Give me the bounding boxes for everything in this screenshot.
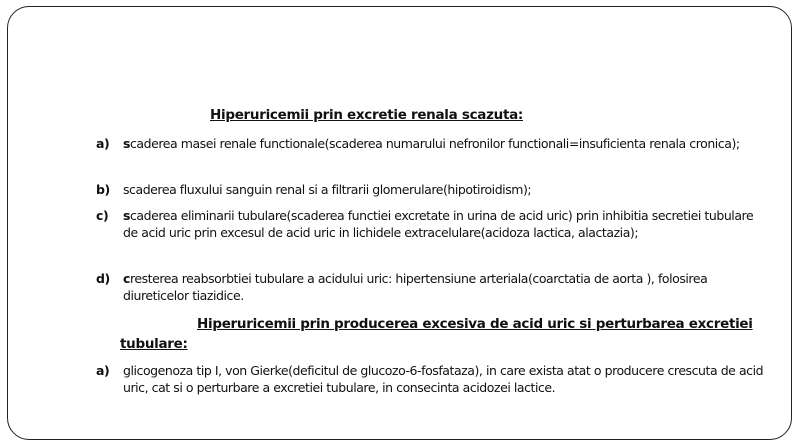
list-item-a-section2 [96,362,766,396]
list-item-b [96,181,766,198]
list-item-c [96,207,766,241]
list-item-lead-letter: s [123,208,130,223]
list-marker: a) [96,363,110,378]
list-item-text [123,135,766,152]
list-item-body: caderea eliminarii tubulare(scaderea functiei excretate in urina de acid uric) prin inhibitia secretiei tubulare de acid uric prin excesul de acid uric in lichidele extracelulare(acidoza lactica, alactazia); [123,208,754,240]
list-item-a [96,135,766,152]
list-item-d [96,270,766,304]
list-marker: d) [96,271,110,286]
list-item-body: scaderea fluxului sanguin renal si a filtrarii glomerulare(hipotiroidism); [123,182,532,197]
list-item-body: glicogenoza tip I, von Gierke(deficitul de glucozo-6-fosfataza), in care exista atat o producere crescuta de acid uric, cat si o perturbare a excretiei tubulare, in consecinta acidozei lactice. [123,363,764,395]
list-item-text [123,270,766,304]
section-heading-excess-production: Hiperuricemii prin producerea excesiva de acid uric si perturbarea excretiei [197,316,753,332]
list-item-lead-letter: c [123,271,130,286]
list-marker: b) [96,182,110,197]
list-marker: a) [96,136,110,151]
list-item-text [123,207,766,241]
section-heading-renal-excretion: Hiperuricemii prin excretie renala scazuta: [210,107,524,123]
list-item-body: caderea masei renale functionale(scaderea numarului nefronilor functionali=insuficienta renala cronica); [130,136,740,151]
section-heading-excess-production-cont: tubulare: [120,336,188,352]
list-item-body: resterea reabsorbtiei tubulare a acidului uric: hipertensiune arteriala(coarctatia de aorta ), folosirea diureticelor tiazidice. [123,271,708,303]
list-item-text [123,181,766,198]
list-item-text [123,362,766,396]
list-marker: c) [96,208,109,223]
list-item-lead-letter: s [123,136,130,151]
